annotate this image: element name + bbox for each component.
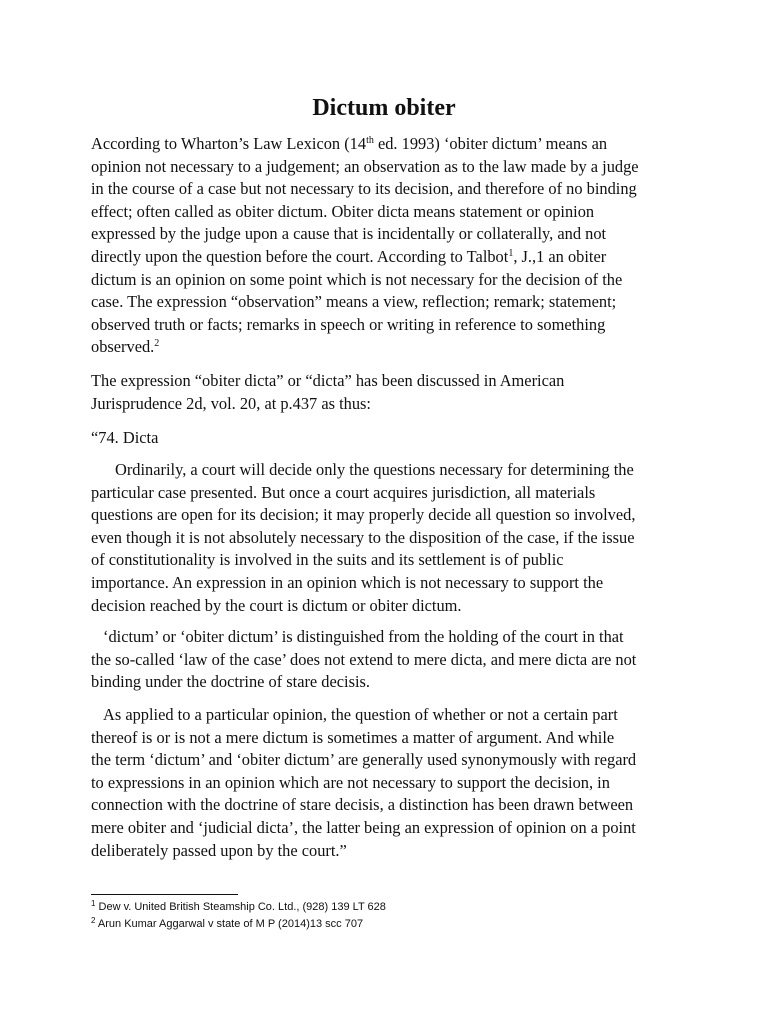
text-line: The expression “obiter dicta” or “dicta” has been discussed in American (91, 371, 565, 390)
text-line: expressed by the judge upon a cause that is incidentally or collaterally, and not (91, 224, 607, 244)
footnote-1 (91, 899, 691, 916)
paragraph-ordinarily (91, 459, 685, 617)
text-line: dictum is an opinion on some point which is not necessary for the decision of the (91, 269, 623, 289)
footnote-mark: 2 (91, 916, 96, 925)
text-line: to expressions in an opinion which are not necessary to support the decision, in (91, 772, 610, 792)
footnote-2 (91, 916, 691, 933)
text-line: of constitutionality is involved in the suits and its settlement is of public (91, 550, 564, 570)
text-line: ‘dictum’ or ‘obiter dictum’ is distinguished from the holding of the court in that (103, 627, 624, 646)
section-heading-dicta (91, 427, 685, 450)
footnotes (91, 899, 691, 933)
paragraph-definition (91, 133, 685, 359)
page-title: Dictum obiter (312, 95, 456, 121)
text-line: mere obiter and ‘judicial dicta’, the latter being an expression of opinion on a point (91, 817, 636, 837)
text-line: even though it is not absolutely necessary to the disposition of the case, if the issue (91, 527, 635, 547)
text-line: case. The expression “observation” means a view, reflection; remark; statement; (91, 292, 617, 312)
paragraph-american-jurisprudence (91, 370, 685, 415)
footnote-text: Dew v. United British Steamship Co. Ltd., (928) 139 LT 628 (95, 901, 386, 913)
text-line: thereof is or is not a mere dictum is sometimes a matter of argument. And while (91, 727, 615, 747)
paragraph-distinguished (91, 626, 685, 694)
footnote-ref-1: 1 (508, 247, 514, 259)
footnote-separator (91, 894, 238, 895)
text-line: observed.$^2$ (91, 337, 160, 357)
text-line: “74. Dicta (91, 428, 159, 447)
text-line: deliberately passed upon by the court.” (91, 840, 347, 860)
footnote-ref-2: 2 (154, 338, 160, 350)
text-line: binding under the doctrine of stare decisis. (91, 672, 371, 692)
text-line: decision reached by the court is dictum or obiter dictum. (91, 595, 462, 615)
paragraph-as-applied (91, 704, 685, 862)
superscript: th (366, 135, 374, 146)
text-line: Jurisprudence 2d, vol. 20, at p.437 as thus: (91, 393, 371, 413)
text-line: importance. An expression in an opinion which is not necessary to support the (91, 572, 604, 592)
text-line: connection with the doctrine of stare decisis, a distinction has been drawn between (91, 795, 634, 815)
text-line: Ordinarily, a court will decide only the questions necessary for determining the (115, 460, 634, 479)
text-line: the so-called ‘law of the case’ does not extend to mere dicta, and mere dicta are not (91, 649, 637, 669)
text-line: According to Wharton’s Law Lexicon (14th ed. 1993) ‘obiter dictum’ means an (91, 134, 608, 153)
text-line: effect; often called as obiter dictum. Obiter dicta means statement or opinion (91, 201, 595, 221)
text-line: As applied to a particular opinion, the question of whether or not a certain part (103, 705, 618, 724)
footnote-text: Arun Kumar Aggarwal v state of M P (2014)13 scc 707 (95, 918, 364, 930)
text-line: opinion not necessary to a judgement; an observation as to the law made by a judge (91, 156, 639, 176)
text-line: questions are open for its decision; it may properly decide all question so involved, (91, 505, 636, 525)
text-line: directly upon the question before the court. According to Talbot$^1$, J.,1 an obiter (91, 246, 607, 266)
footnote-mark: 1 (91, 899, 96, 908)
text-line: observed truth or facts; remarks in speech or writing in reference to something (91, 314, 606, 334)
text-line: in the course of a case but not necessary to its decision, and therefore of no binding (91, 179, 637, 199)
text-line: particular case presented. But once a court acquires jurisdiction, all materials (91, 482, 596, 502)
text-line: the term ‘dictum’ and ‘obiter dictum’ are generally used synonymously with regard (91, 750, 637, 770)
